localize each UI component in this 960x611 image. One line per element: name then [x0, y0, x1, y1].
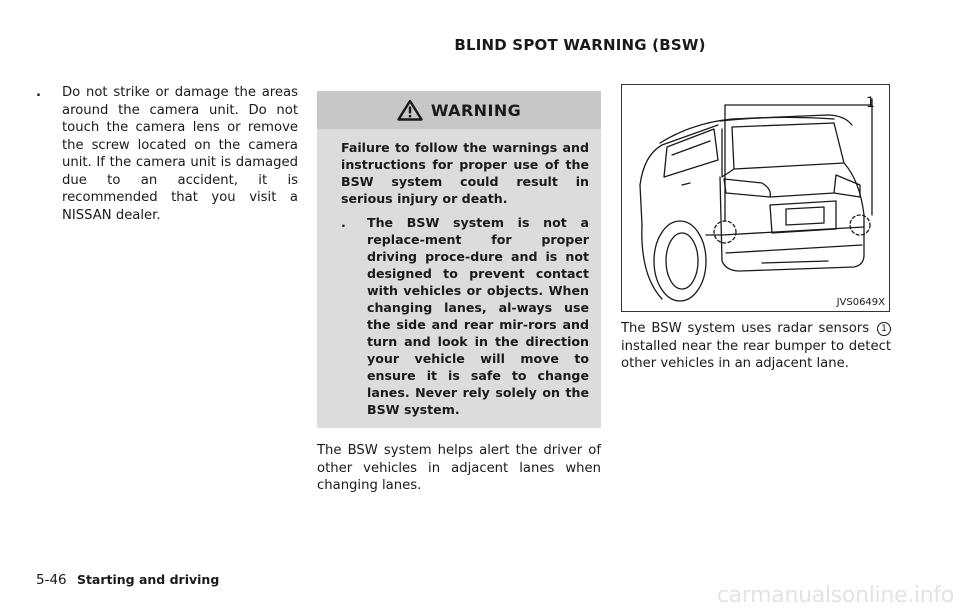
warning-triangle-icon [397, 99, 423, 121]
bullet-text: Do not strike or damage the areas around the camera unit. Do not touch the camera lens or remove the screw located on the camera unit. If the camera unit is damaged due to an accident, it is recommended that you visit a NISSAN dealer. [62, 85, 298, 223]
warning-bullet-text: The BSW system is not a replace-ment for proper driving proce-dure and is not designed to prevent contact with vehicles or objects. When changing lanes, al-ways use the side and rear mir-rors and turn and look in the direction your vehicle will move to ensure it is safe to change lanes. Never rely solely on the BSW system. [367, 215, 589, 417]
chapter-title: Starting and driving [76, 572, 220, 587]
warning-box [317, 91, 601, 428]
sensor-reference-marker: 1 [877, 322, 891, 336]
bullet-mark: . [36, 85, 42, 100]
figure-code: JVS0649X [836, 297, 885, 308]
warning-label: WARNING [430, 100, 522, 120]
watermark: carmanualsonline.info [716, 583, 954, 608]
page-footer [36, 572, 219, 588]
left-column [36, 84, 298, 224]
bullet-mark: . [341, 215, 346, 230]
warning-body [317, 129, 601, 428]
bsw-sensor-figure [621, 84, 890, 312]
page-number: 5-46 [36, 572, 67, 588]
middle-column [317, 91, 601, 495]
warning-bullet [341, 214, 589, 418]
caution-bullet [36, 84, 298, 224]
bsw-description: The BSW system helps alert the driver of other vehicles in adjacent lanes when changing lanes. [317, 443, 601, 493]
sensor-text-after: installed near the rear bumper to detect other vehicles in an adjacent lane. [621, 338, 891, 371]
section-title: BLIND SPOT WARNING (BSW) [454, 36, 706, 54]
right-column [621, 84, 891, 373]
sensor-description [621, 320, 891, 373]
callout-number: 1 [866, 95, 875, 111]
sensor-text-before: The BSW system uses radar sensors [621, 321, 870, 336]
vehicle-rear-illustration [622, 85, 889, 311]
warning-header [317, 91, 601, 129]
warning-intro: Failure to follow the warnings and instructions for proper use of the BSW system could result in serious injury or death. [341, 140, 589, 206]
